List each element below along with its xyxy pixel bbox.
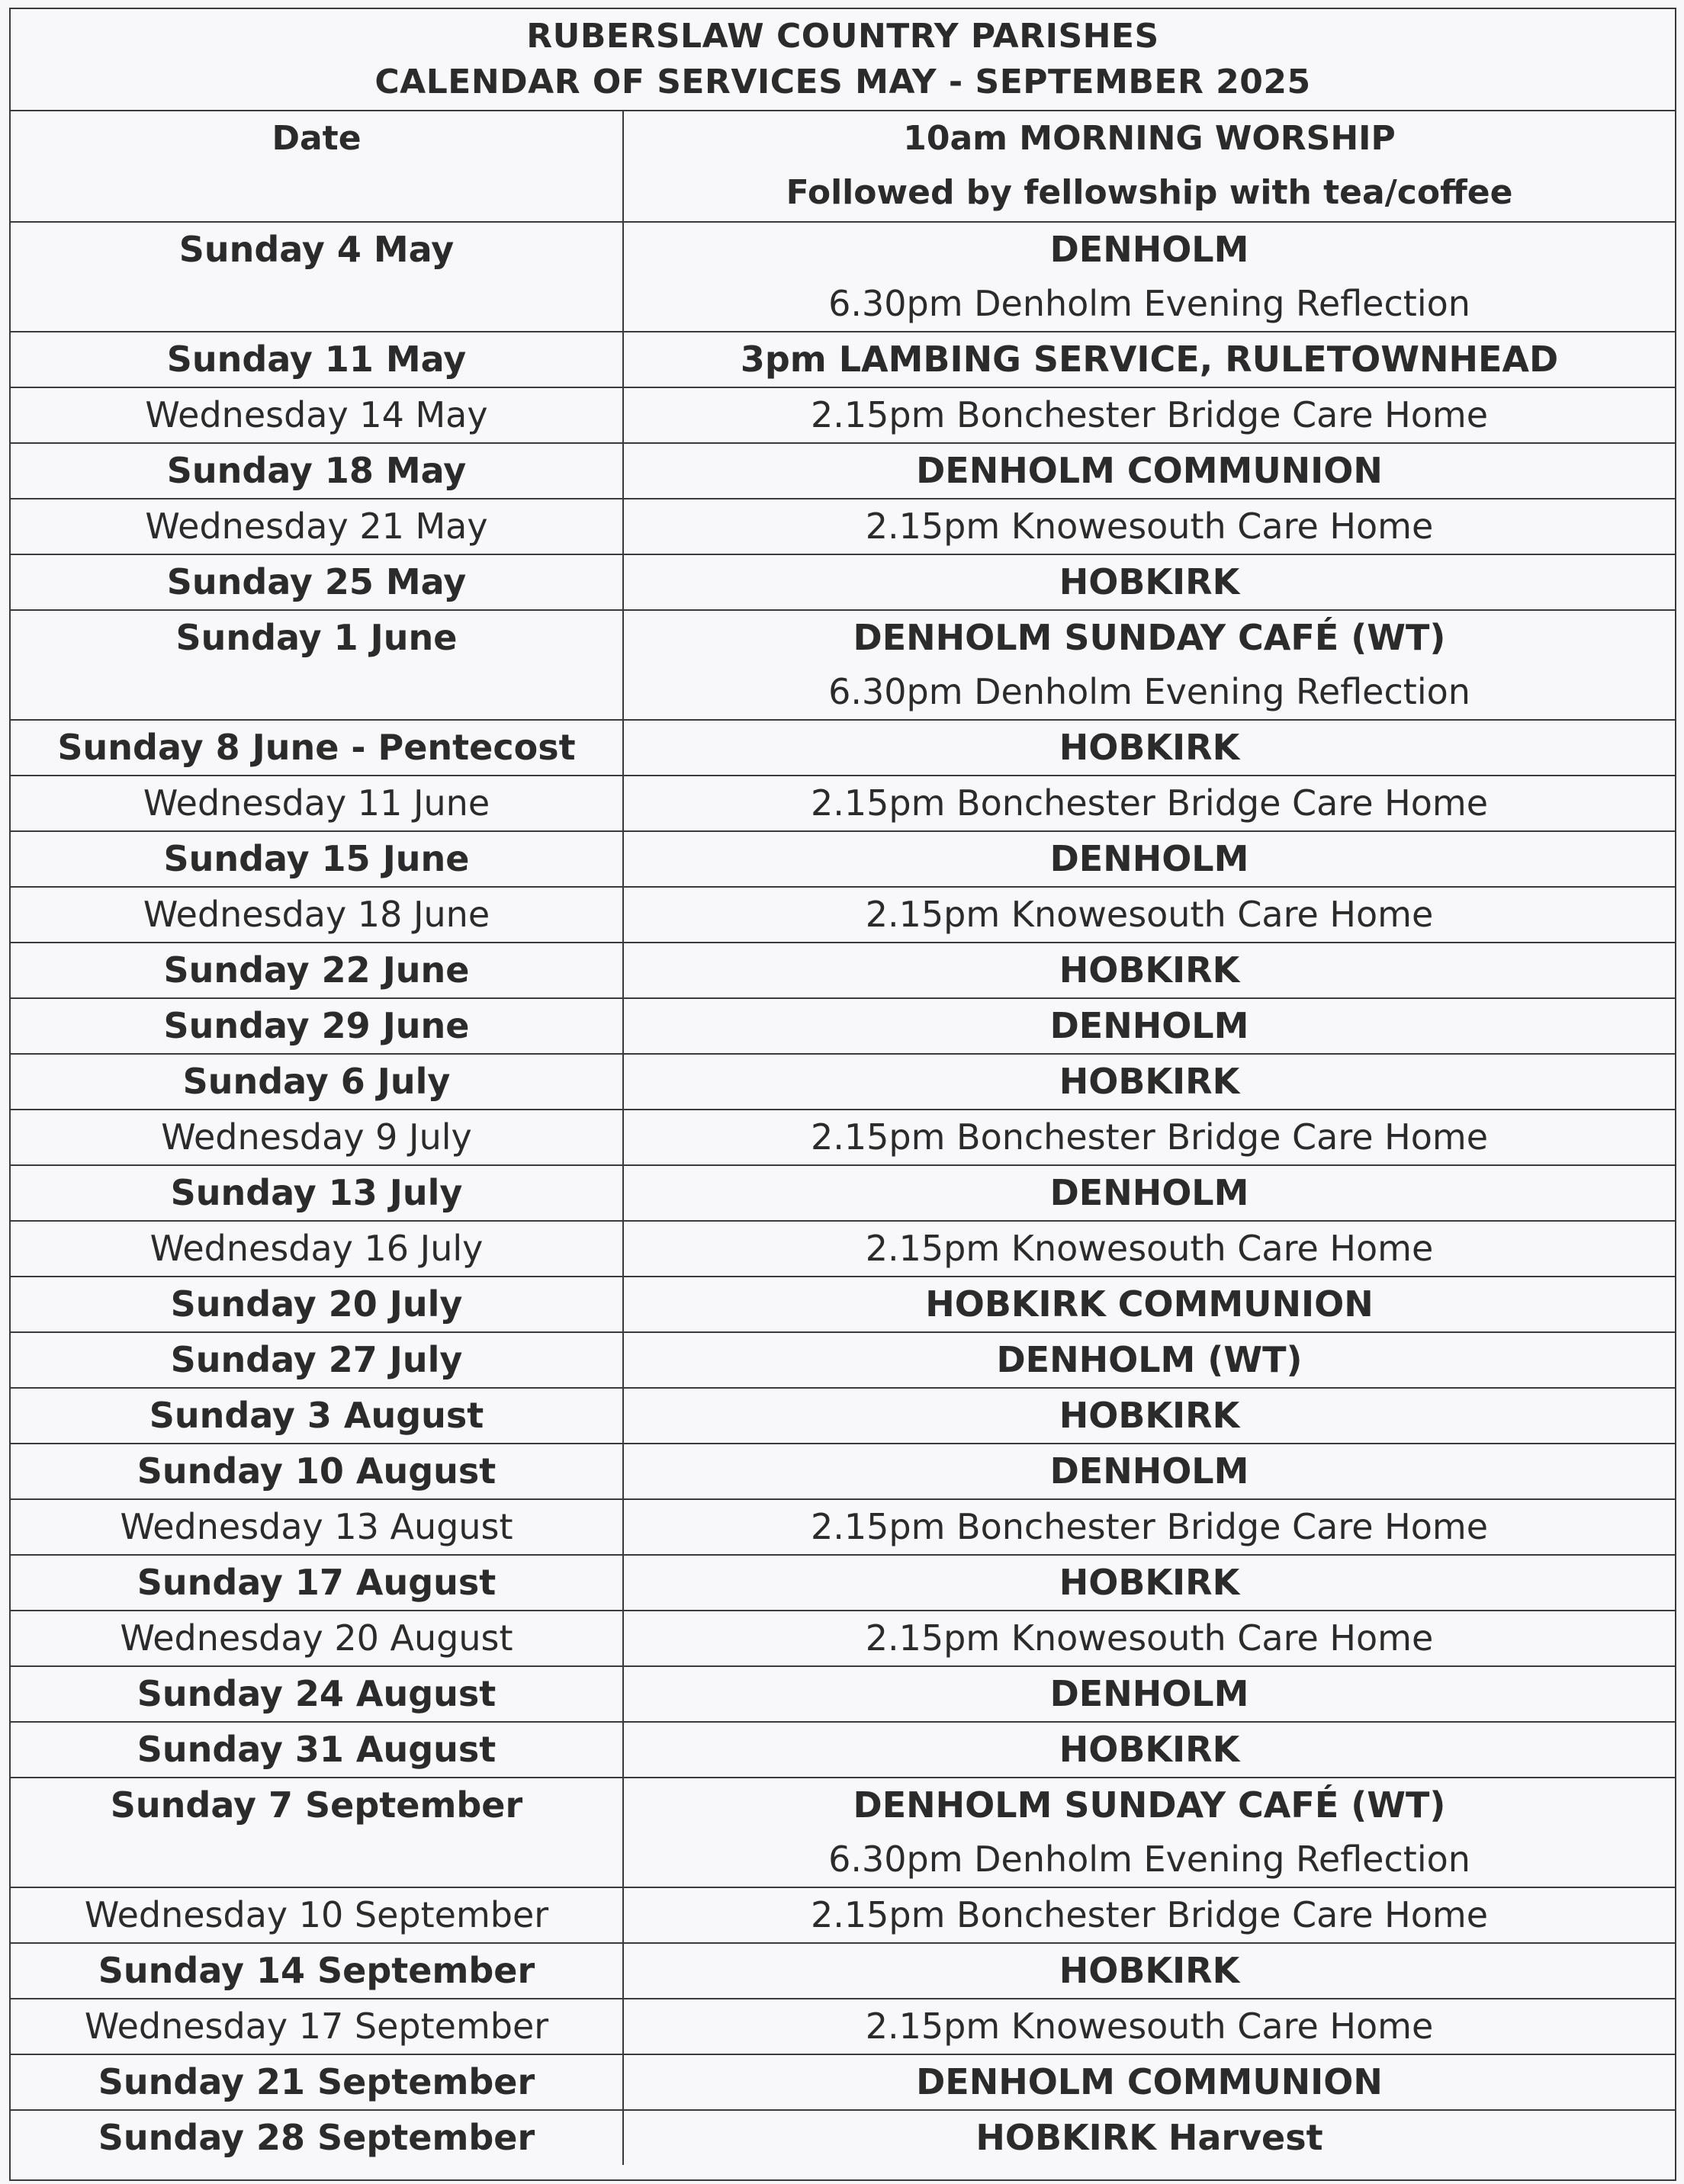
table-row	[11, 1110, 1675, 1165]
service-cell	[623, 720, 1675, 776]
services-table	[11, 111, 1675, 2165]
table-row	[11, 1722, 1675, 1778]
table-row	[11, 332, 1675, 387]
document-subtitle: CALENDAR OF SERVICES MAY - SEPTEMBER 2025	[374, 63, 1311, 101]
date-text: Wednesday 18 June	[143, 894, 490, 935]
service-text: DENHOLM SUNDAY CAFÉ (WT)	[853, 1784, 1446, 1826]
service-cell	[623, 1277, 1675, 1332]
table-header-row	[11, 111, 1675, 222]
service-cell	[623, 222, 1675, 332]
service-cell	[623, 1165, 1675, 1221]
date-text: Sunday 10 August	[137, 1450, 497, 1492]
service-text: DENHOLM COMMUNION	[916, 2061, 1383, 2102]
date-cell	[11, 1054, 623, 1110]
service-cell	[623, 1388, 1675, 1444]
service-cell	[623, 1221, 1675, 1277]
service-text: DENHOLM	[1049, 1673, 1249, 1714]
date-cell	[11, 943, 623, 998]
service-cell	[623, 387, 1675, 443]
date-cell	[11, 1611, 623, 1666]
date-cell	[11, 2054, 623, 2110]
service-text: HOBKIRK	[1059, 1562, 1240, 1603]
date-text: Wednesday 11 June	[143, 782, 490, 824]
service-cell	[623, 1943, 1675, 1999]
service-cell	[623, 1778, 1675, 1887]
service-text: HOBKIRK Harvest	[975, 2117, 1323, 2158]
service-header-line1: 10am MORNING WORSHIP	[903, 119, 1396, 158]
service-cell	[623, 2054, 1675, 2110]
date-cell	[11, 1499, 623, 1555]
table-row	[11, 720, 1675, 776]
service-text: HOBKIRK	[1059, 1729, 1240, 1770]
date-text: Sunday 14 September	[98, 1950, 535, 1991]
table-row	[11, 1778, 1675, 1887]
service-cell	[623, 1999, 1675, 2054]
service-text: HOBKIRK	[1059, 727, 1240, 768]
service-cell	[623, 887, 1675, 943]
date-cell	[11, 1778, 623, 1887]
date-text: Sunday 25 May	[166, 561, 467, 602]
service-cell	[623, 1611, 1675, 1666]
table-row	[11, 776, 1675, 831]
date-text: Sunday 11 May	[166, 339, 467, 380]
service-cell	[623, 831, 1675, 887]
table-row	[11, 222, 1675, 332]
table-row	[11, 610, 1675, 720]
services-calendar	[9, 8, 1676, 2181]
document-title: RUBERSLAW COUNTRY PARISHES	[526, 17, 1159, 56]
table-row	[11, 1887, 1675, 1943]
date-text: Wednesday 14 May	[145, 394, 488, 435]
date-text: Sunday 24 August	[137, 1673, 497, 1714]
date-cell	[11, 1332, 623, 1388]
service-cell	[623, 776, 1675, 831]
table-row	[11, 1943, 1675, 1999]
date-text: Sunday 20 July	[170, 1283, 463, 1325]
service-text: HOBKIRK	[1059, 1950, 1240, 1991]
date-column-header: Date	[11, 111, 623, 222]
date-text: Sunday 8 June - Pentecost	[57, 727, 576, 768]
service-text: 2.15pm Bonchester Bridge Care Home	[810, 1506, 1489, 1547]
table-row	[11, 943, 1675, 998]
service-cell	[623, 1722, 1675, 1778]
table-row	[11, 1666, 1675, 1722]
date-text: Sunday 27 July	[170, 1339, 463, 1380]
date-cell	[11, 1555, 623, 1611]
table-row	[11, 443, 1675, 499]
service-text: HOBKIRK COMMUNION	[925, 1283, 1374, 1325]
date-cell	[11, 1165, 623, 1221]
service-text: HOBKIRK	[1059, 1395, 1240, 1436]
table-row	[11, 1611, 1675, 1666]
table-row	[11, 1277, 1675, 1332]
service-text: 2.15pm Bonchester Bridge Care Home	[810, 782, 1489, 824]
evening-service-text: 6.30pm Denholm Evening Reflection	[828, 283, 1470, 324]
service-cell	[623, 1444, 1675, 1499]
date-text: Wednesday 20 August	[120, 1617, 513, 1659]
date-text: Sunday 22 June	[163, 949, 470, 991]
service-text: HOBKIRK	[1059, 949, 1240, 991]
service-text: DENHOLM	[1049, 1005, 1249, 1046]
date-cell	[11, 1943, 623, 1999]
service-cell	[623, 1555, 1675, 1611]
table-row	[11, 1054, 1675, 1110]
date-text: Sunday 31 August	[137, 1729, 497, 1770]
date-cell	[11, 887, 623, 943]
service-cell	[623, 998, 1675, 1054]
date-cell	[11, 222, 623, 332]
service-column-header	[623, 111, 1675, 222]
date-cell	[11, 1444, 623, 1499]
service-cell	[623, 554, 1675, 610]
date-text: Sunday 17 August	[137, 1562, 497, 1603]
date-cell	[11, 776, 623, 831]
date-cell	[11, 720, 623, 776]
service-text: DENHOLM (WT)	[996, 1339, 1303, 1380]
service-cell	[623, 943, 1675, 998]
service-text: 2.15pm Knowesouth Care Home	[865, 1617, 1434, 1659]
date-cell	[11, 499, 623, 554]
date-cell	[11, 443, 623, 499]
service-text: DENHOLM COMMUNION	[916, 450, 1383, 491]
table-row	[11, 1555, 1675, 1611]
date-text: Wednesday 13 August	[120, 1506, 513, 1547]
date-text: Sunday 4 May	[178, 229, 455, 270]
table-row	[11, 1499, 1675, 1555]
service-cell	[623, 1332, 1675, 1388]
date-cell	[11, 1388, 623, 1444]
service-text: DENHOLM	[1049, 1172, 1249, 1213]
table-row	[11, 1388, 1675, 1444]
date-text: Sunday 18 May	[166, 450, 467, 491]
table-row	[11, 387, 1675, 443]
service-text: 2.15pm Bonchester Bridge Care Home	[810, 394, 1489, 435]
date-cell	[11, 1110, 623, 1165]
table-row	[11, 554, 1675, 610]
table-row	[11, 1332, 1675, 1388]
service-text: 2.15pm Bonchester Bridge Care Home	[810, 1894, 1489, 1935]
table-row	[11, 1165, 1675, 1221]
evening-service-text: 6.30pm Denholm Evening Reflection	[828, 671, 1470, 712]
service-cell	[623, 443, 1675, 499]
date-cell	[11, 1999, 623, 2054]
service-cell	[623, 332, 1675, 387]
service-text: 2.15pm Knowesouth Care Home	[865, 894, 1434, 935]
date-cell	[11, 831, 623, 887]
service-cell	[623, 1499, 1675, 1555]
date-cell	[11, 387, 623, 443]
date-text: Sunday 1 June	[175, 617, 458, 658]
date-text: Sunday 7 September	[110, 1784, 523, 1826]
service-text: DENHOLM	[1049, 229, 1249, 270]
date-text: Wednesday 17 September	[84, 2006, 549, 2047]
date-text: Wednesday 10 September	[84, 1894, 549, 1935]
date-text: Sunday 6 July	[182, 1061, 451, 1102]
date-text: Wednesday 16 July	[149, 1228, 484, 1269]
date-text: Sunday 13 July	[170, 1172, 463, 1213]
table-row	[11, 2110, 1675, 2165]
date-cell	[11, 610, 623, 720]
date-text: Sunday 3 August	[149, 1395, 484, 1436]
date-cell	[11, 1277, 623, 1332]
service-cell	[623, 1054, 1675, 1110]
date-cell	[11, 1221, 623, 1277]
table-row	[11, 1221, 1675, 1277]
service-cell	[623, 1887, 1675, 1943]
table-row	[11, 887, 1675, 943]
date-cell	[11, 1887, 623, 1943]
date-text: Wednesday 21 May	[145, 506, 488, 547]
table-row	[11, 998, 1675, 1054]
date-cell	[11, 332, 623, 387]
service-text: 2.15pm Knowesouth Care Home	[865, 2006, 1434, 2047]
service-text: DENHOLM SUNDAY CAFÉ (WT)	[853, 617, 1446, 658]
date-cell	[11, 554, 623, 610]
service-cell	[623, 1110, 1675, 1165]
date-text: Sunday 28 September	[98, 2117, 535, 2158]
table-row	[11, 1444, 1675, 1499]
service-text: DENHOLM	[1049, 838, 1249, 879]
date-text: Sunday 29 June	[163, 1005, 470, 1046]
service-header-line2: Followed by fellowship with tea/coffee	[786, 173, 1513, 212]
service-text: HOBKIRK	[1059, 561, 1240, 602]
date-cell	[11, 1722, 623, 1778]
service-cell	[623, 499, 1675, 554]
table-row	[11, 831, 1675, 887]
service-text: 2.15pm Bonchester Bridge Care Home	[810, 1116, 1489, 1158]
service-text: 3pm LAMBING SERVICE, RULETOWNHEAD	[740, 339, 1559, 380]
title-block	[11, 9, 1675, 111]
date-text: Wednesday 9 July	[161, 1116, 472, 1158]
service-text: 2.15pm Knowesouth Care Home	[865, 506, 1434, 547]
date-cell	[11, 998, 623, 1054]
date-cell	[11, 1666, 623, 1722]
table-row	[11, 499, 1675, 554]
service-text: DENHOLM	[1049, 1450, 1249, 1492]
table-row	[11, 1999, 1675, 2054]
table-row	[11, 2054, 1675, 2110]
service-cell	[623, 610, 1675, 720]
service-text: HOBKIRK	[1059, 1061, 1240, 1102]
service-cell	[623, 1666, 1675, 1722]
service-cell	[623, 2110, 1675, 2165]
service-text: 2.15pm Knowesouth Care Home	[865, 1228, 1434, 1269]
evening-service-text: 6.30pm Denholm Evening Reflection	[828, 1839, 1470, 1880]
date-text: Sunday 21 September	[98, 2061, 535, 2102]
date-cell	[11, 2110, 623, 2165]
date-text: Sunday 15 June	[163, 838, 470, 879]
